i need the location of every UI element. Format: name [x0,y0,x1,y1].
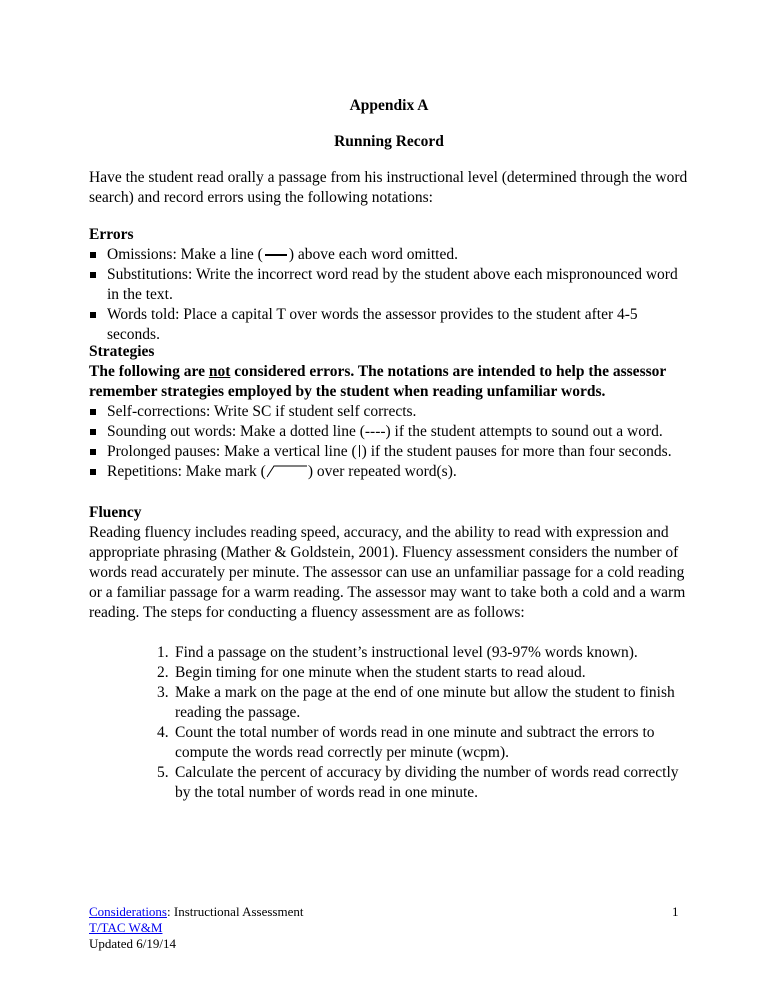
fluency-heading: Fluency [89,504,142,521]
page-title: Appendix A [349,97,429,114]
page-number: 1 [672,904,679,919]
fluency-steps [89,643,689,803]
strategies-note: The following are not considered errors. The notations are intended to help the assessor remember strategies employed by the student when reading unfamiliar words. [89,363,666,400]
list-item: 2. Begin timing for one minute when the student starts to read aloud. [157,664,586,681]
errors-section [89,225,689,345]
considerations-link[interactable]: Considerations [89,904,167,919]
list-item-repetitions: Repetitions: Make mark ( ) over repeated word(s). [89,462,689,482]
list-item: 4. Count the total number of words read in one minute and subtract the errors to compute the words read correctly per minute (wcpm). [157,724,655,761]
list-item-substitutions: Substitutions: Write the incorrect word read by the student above each mispronounced word in the text. [89,265,689,305]
list-item-words-told: Words told: Place a capital T over words the assessor provides to the student after 4-5 seconds. [89,305,689,345]
list-item-sounding-out: Sounding out words: Make a dotted line (----) if the student attempts to sound out a word. [89,422,689,442]
strategies-heading: Strategies [89,343,155,360]
list-item: 1. Find a passage on the student’s instructional level (93-97% words known). [157,644,638,661]
errors-list [89,245,689,345]
list-item-prolonged-pauses: Prolonged pauses: Make a vertical line ( ) if the student pauses for more than four seconds. [89,442,689,462]
list-item: 3. Make a mark on the page at the end of one minute but allow the student to finish reading the passage. [157,684,675,721]
updated-date: Updated 6/19/14 [89,936,177,951]
strategies-section [89,342,689,482]
vertical-line-mark [359,445,360,457]
page-subtitle: Running Record [334,133,444,150]
strategies-list [89,402,689,482]
intro-paragraph: Have the student read orally a passage from his instructional level (determined through the word search) and record errors using the following notations: [89,169,688,206]
list-item: 5. Calculate the percent of accuracy by dividing the number of words read correctly by the total number of words read in one minute. [157,764,679,801]
errors-heading: Errors [89,226,134,243]
page-footer [89,904,304,952]
list-item-self-corrections: Self-corrections: Write SC if student self corrects. [89,402,689,422]
omission-line-mark [265,254,287,256]
ttac-link[interactable]: T/TAC W&M [89,920,163,935]
list-item-omissions: Omissions: Make a line ( ) above each word omitted. [89,245,689,265]
footer-line-1: Considerations: Instructional Assessment [89,904,304,919]
repetition-mark-icon [266,464,308,478]
fluency-paragraph: Reading fluency includes reading speed, accuracy, and the ability to read with expression and appropriate phrasing (Mather & Goldstein, 2001). Fluency assessment considers the number of words read accurately per minute. The assessor can use an unfamiliar passage for a cold reading or a familiar passage for a warm reading. The assessor may want to take both a cold and a warm reading. The steps for conducting a fluency assessment are as follows: [89,524,686,621]
fluency-section [89,503,689,803]
